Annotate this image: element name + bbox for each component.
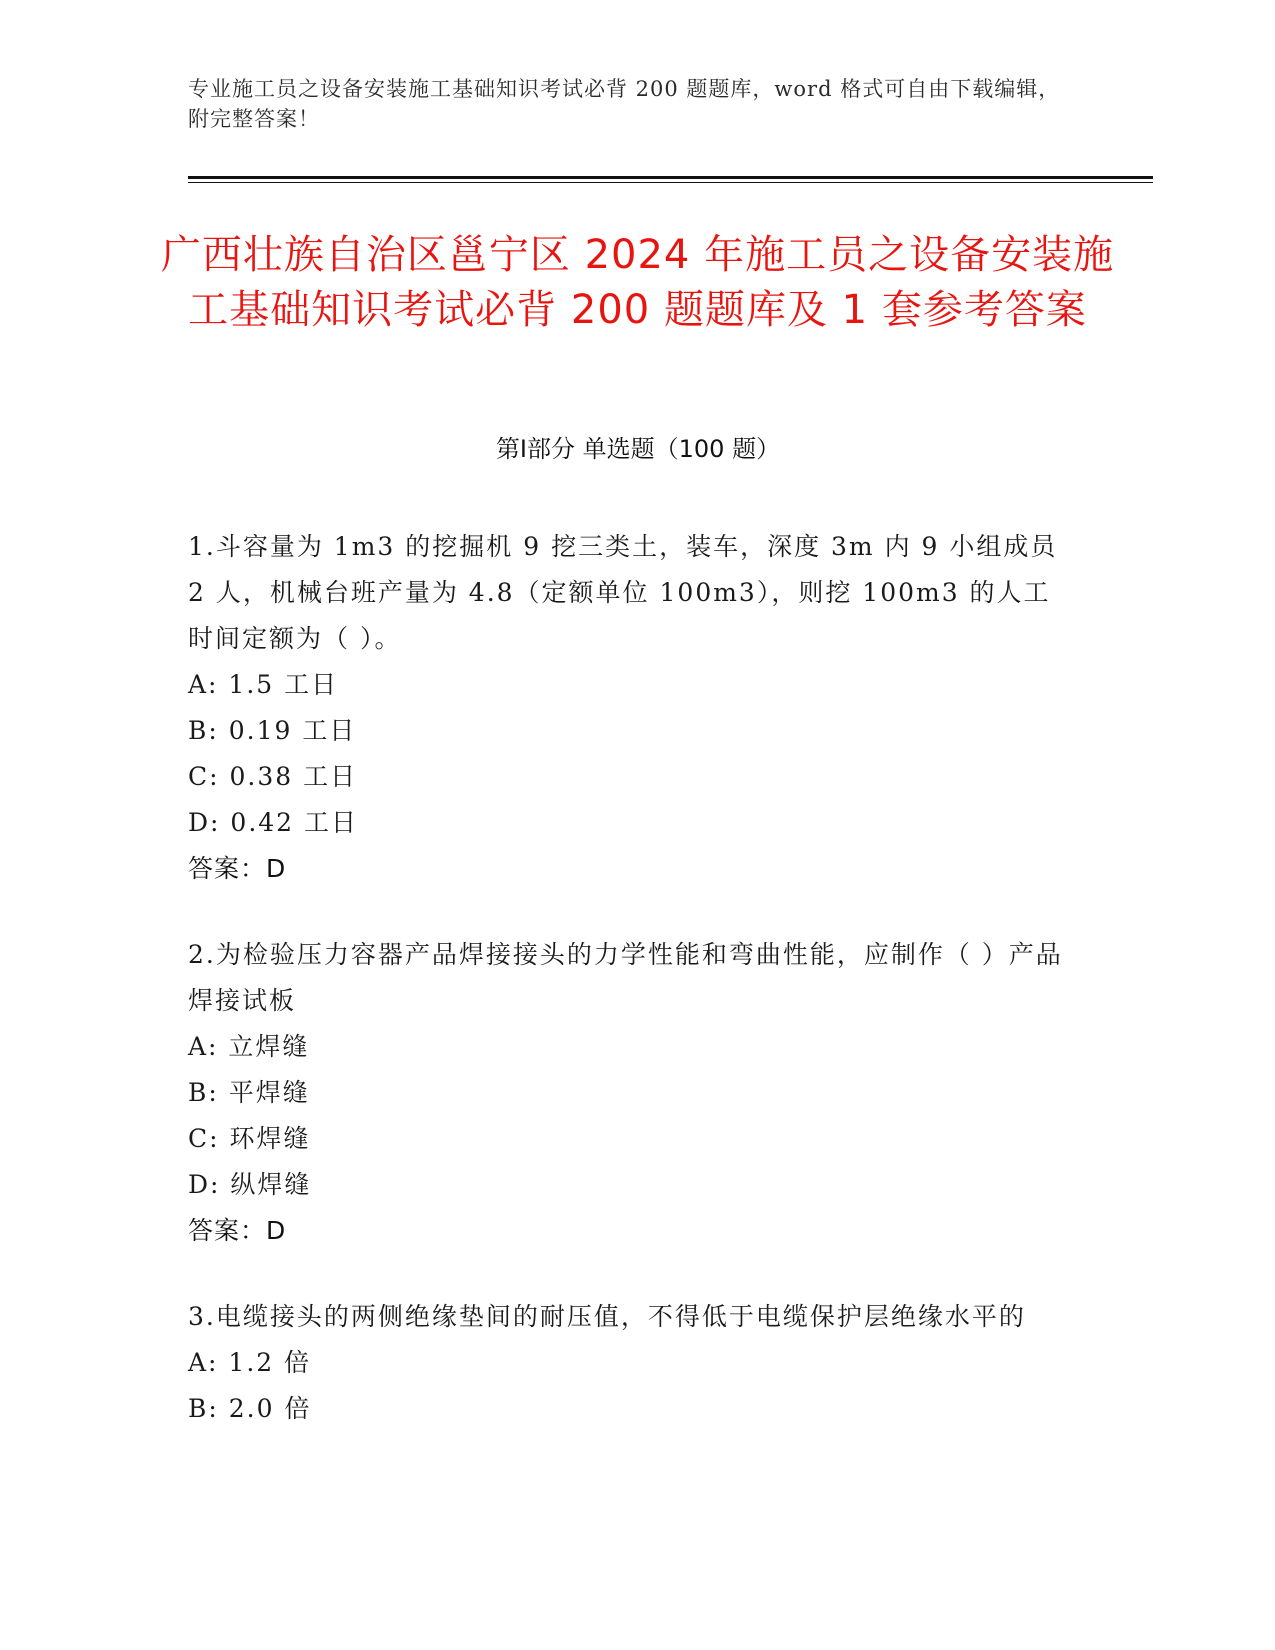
header-rule-thin	[188, 182, 1153, 183]
question-stem: 3.电缆接头的两侧绝缘垫间的耐压值，不得低于电缆保护层绝缘水平的	[188, 1302, 1026, 1331]
answer: 答案：D	[188, 1216, 287, 1245]
document-title: 广西壮族自治区邕宁区 2024 年施工员之设备安装施工基础知识考试必背 200 题题库及 1 套参考答案	[160, 232, 1115, 333]
section-heading: 第Ⅰ部分 单选题（100 题）	[495, 435, 781, 463]
option-d: D: 纵焊缝	[188, 1170, 312, 1199]
answer: 答案：D	[188, 854, 287, 883]
question-stem: 1.斗容量为 1m3 的挖掘机 9 挖三类土，装车，深度 3m 内 9 小组成员 2 人，机械台班产量为 4.8（定额单位 100m3），则挖 100m3 的人工时间定额为（ ）。	[188, 532, 1058, 653]
option-d: D: 0.42 工日	[188, 808, 359, 837]
option-b: B: 0.19 工日	[188, 716, 357, 745]
option-a: A: 1.2 倍	[188, 1348, 312, 1377]
header-rule-thick	[188, 176, 1153, 179]
option-b: B: 2.0 倍	[188, 1394, 312, 1423]
header-note: 专业施工员之设备安装施工基础知识考试必背 200 题题库，word 格式可自由下载编辑，附完整答案！	[188, 77, 1061, 131]
question-3	[188, 1294, 1068, 1432]
option-b: B: 平焊缝	[188, 1078, 310, 1107]
question-stem: 2.为检验压力容器产品焊接接头的力学性能和弯曲性能，应制作（ ）产品焊接试板	[188, 940, 1063, 1015]
question-list	[188, 524, 1068, 1472]
option-c: C: 0.38 工日	[188, 762, 358, 791]
option-c: C: 环焊缝	[188, 1124, 311, 1153]
option-a: A: 1.5 工日	[188, 670, 339, 699]
question-2	[188, 932, 1068, 1254]
question-1	[188, 524, 1068, 892]
option-a: A: 立焊缝	[188, 1032, 310, 1061]
